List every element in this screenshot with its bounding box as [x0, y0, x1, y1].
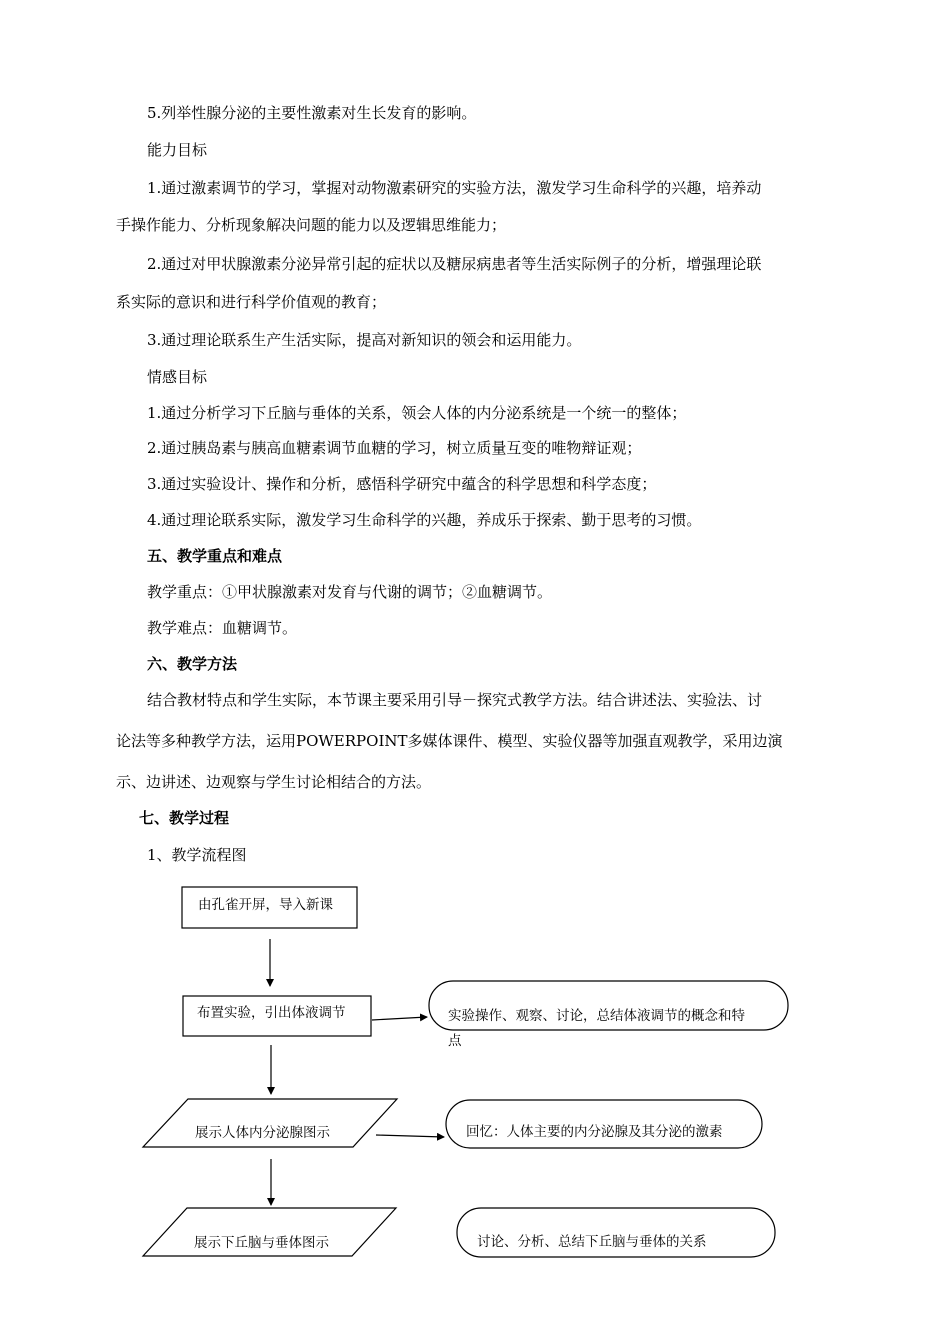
step4-note: 讨论、分析、总结下丘脑与垂体的关系: [477, 1234, 707, 1250]
section-5-heading: 五、教学重点和难点: [147, 547, 283, 565]
key-points: 教学重点：①甲状腺激素对发育与代谢的调节；②血糖调节。: [147, 583, 553, 601]
emotion-goal-4: 4.通过理论联系实际，激发学习生命科学的兴趣，养成乐于探索、勤于思考的习惯。: [147, 511, 702, 529]
method-para-line-1: 结合教材特点和学生实际，本节课主要采用引导－探究式教学方法。结合讲述法、实验法、讨: [147, 691, 763, 709]
ability-goal-2-cont: 系实际的意识和进行科学价值观的教育；: [116, 293, 387, 311]
ability-goals-heading: 能力目标: [147, 141, 208, 159]
ability-goal-1-cont: 手操作能力、分析现象解决问题的能力以及逻辑思维能力；: [116, 216, 507, 234]
emotion-goals-heading: 情感目标: [147, 368, 208, 386]
emotion-goal-1: 1.通过分析学习下丘脑与垂体的关系，领会人体的内分泌系统是一个统一的整体；: [147, 404, 687, 422]
ability-goal-3: 3.通过理论联系生产生活实际，提高对新知识的领会和运用能力。: [147, 331, 582, 349]
difficult-points: 教学难点：血糖调节。: [147, 619, 298, 637]
method-para-line-3: 示、边讲述、边观察与学生讨论相结合的方法。: [116, 773, 432, 791]
ability-goal-2: 2.通过对甲状腺激素分泌异常引起的症状以及糖尿病患者等生活实际例子的分析，增强理论联: [147, 255, 762, 273]
step4-label: 展示下丘脑与垂体图示: [194, 1235, 329, 1251]
section-7-heading: 七、教学过程: [139, 809, 230, 827]
section-6-heading: 六、教学方法: [147, 655, 238, 673]
emotion-goal-3: 3.通过实验设计、操作和分析，感悟科学研究中蕴含的科学思想和科学态度；: [147, 475, 657, 493]
method-para-line-2: 论法等多种教学方法，运用POWERPOINT多媒体课件、模型、实验仪器等加强直观教学，采用边演: [116, 732, 783, 750]
objective-line-5: 5.列举性腺分泌的主要性激素对生长发育的影响。: [147, 104, 477, 122]
step1-label: 由孔雀开屏，导入新课: [198, 897, 333, 913]
ability-goal-1: 1.通过激素调节的学习，掌握对动物激素研究的实验方法，激发学习生命科学的兴趣，培养动: [147, 179, 762, 197]
emotion-goal-2: 2.通过胰岛素与胰高血糖素调节血糖的学习，树立质量互变的唯物辩证观；: [147, 439, 642, 457]
step3-note: 回忆：人体主要的内分泌腺及其分泌的激素: [466, 1124, 723, 1140]
step2-label: 布置实验，引出体液调节: [197, 1005, 346, 1021]
step3-label: 展示人体内分泌腺图示: [195, 1125, 330, 1141]
arrow-step3-to-note: [376, 1135, 444, 1137]
arrow-step2-to-note: [372, 1017, 427, 1020]
flowchart-caption: 1、教学流程图: [147, 846, 247, 864]
step2-note-line2: 点: [448, 1033, 462, 1049]
step2-note-line1: 实验操作、观察、讨论，总结体液调节的概念和特: [448, 1008, 745, 1024]
